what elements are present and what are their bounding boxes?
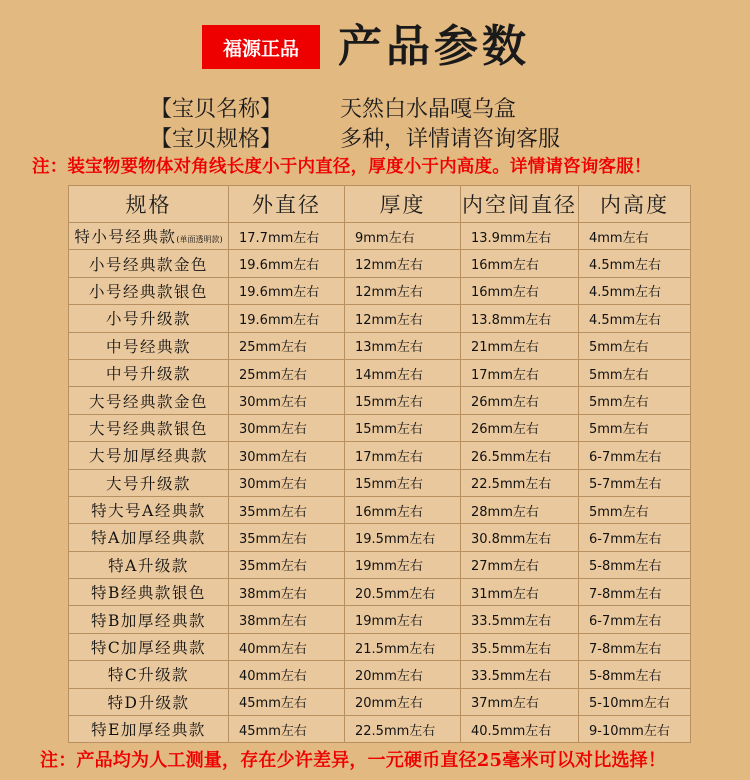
thickness-cell: 16mm左右 (345, 496, 461, 523)
inner-height-cell: 9-10mm左右 (579, 716, 691, 743)
table-row (69, 359, 691, 386)
inner-height-cell: 5-8mm左右 (579, 551, 691, 578)
product-name-row (150, 92, 710, 123)
table-row (69, 606, 691, 633)
inner-height-cell: 6-7mm左右 (579, 606, 691, 633)
header-outer-diameter: 外直径 (229, 186, 345, 223)
table-row (69, 250, 691, 277)
spec-name-cell (69, 469, 229, 496)
outer-diameter-cell: 19.6mm左右 (229, 277, 345, 304)
table-row (69, 277, 691, 304)
outer-diameter-cell: 40mm左右 (229, 633, 345, 660)
outer-diameter-cell: 38mm左右 (229, 606, 345, 633)
outer-diameter-cell: 38mm左右 (229, 579, 345, 606)
brand-badge: 福源正品 (202, 25, 320, 69)
spec-name-cell (69, 579, 229, 606)
inner-diameter-cell: 16mm左右 (461, 277, 579, 304)
table-row (69, 332, 691, 359)
inner-diameter-cell: 13.8mm左右 (461, 305, 579, 332)
spec-table (68, 185, 691, 743)
inner-height-cell: 5mm左右 (579, 414, 691, 441)
inner-diameter-cell: 13.9mm左右 (461, 223, 579, 250)
inner-height-cell: 5-10mm左右 (579, 688, 691, 715)
table-row (69, 469, 691, 496)
page-title: 产品参数 (338, 21, 530, 72)
outer-diameter-cell: 25mm左右 (229, 332, 345, 359)
product-spec-label: 【宝贝规格】 (150, 127, 283, 152)
spec-name: 小号经典款银色 (88, 282, 208, 301)
table-row (69, 442, 691, 469)
spec-name: 特A升级款 (108, 556, 189, 575)
thickness-cell: 12mm左右 (345, 305, 461, 332)
spec-name: 大号加厚经典款 (88, 447, 208, 466)
outer-diameter-cell: 30mm左右 (229, 414, 345, 441)
product-name-label: 【宝贝名称】 (150, 97, 283, 122)
outer-diameter-cell: 19.6mm左右 (229, 250, 345, 277)
table-row (69, 633, 691, 660)
spec-name-cell (69, 606, 229, 633)
thickness-cell: 19.5mm左右 (345, 524, 461, 551)
outer-diameter-cell: 19.6mm左右 (229, 305, 345, 332)
spec-name-cell (69, 414, 229, 441)
spec-name-cell (69, 305, 229, 332)
spec-name: 大号经典款银色 (88, 419, 208, 438)
inner-diameter-cell: 28mm左右 (461, 496, 579, 523)
inner-diameter-cell: 27mm左右 (461, 551, 579, 578)
spec-name-cell (69, 688, 229, 715)
spec-name-cell (69, 250, 229, 277)
spec-name: 特E加厚经典款 (91, 721, 206, 740)
inner-height-cell: 4.5mm左右 (579, 250, 691, 277)
inner-diameter-cell: 37mm左右 (461, 688, 579, 715)
table-row (69, 305, 691, 332)
spec-name: 特B经典款银色 (91, 584, 206, 603)
inner-height-cell: 5mm左右 (579, 387, 691, 414)
spec-name-cell (69, 524, 229, 551)
inner-diameter-cell: 33.5mm左右 (461, 661, 579, 688)
thickness-cell: 20.5mm左右 (345, 579, 461, 606)
table-row (69, 579, 691, 606)
spec-name-cell (69, 277, 229, 304)
spec-name: 小号经典款金色 (88, 255, 208, 274)
outer-diameter-cell: 45mm左右 (229, 688, 345, 715)
inner-height-cell: 5-8mm左右 (579, 661, 691, 688)
table-header-row (69, 186, 691, 223)
spec-name: 特A加厚经典款 (91, 529, 206, 548)
bottom-note: 注：产品均为人工测量，存在少许差异，一元硬币直径25毫米可以对比选择！ (40, 750, 667, 771)
table-row (69, 496, 691, 523)
inner-diameter-cell: 22.5mm左右 (461, 469, 579, 496)
thickness-cell: 19mm左右 (345, 606, 461, 633)
spec-name-cell (69, 661, 229, 688)
table-row (69, 524, 691, 551)
spec-name: 特D升级款 (107, 693, 190, 712)
spec-name: 特C加厚经典款 (90, 639, 207, 658)
inner-height-cell: 5mm左右 (579, 496, 691, 523)
outer-diameter-cell: 30mm左右 (229, 469, 345, 496)
table-row (69, 387, 691, 414)
inner-height-cell: 5-7mm左右 (579, 469, 691, 496)
table-row (69, 414, 691, 441)
inner-height-cell: 4mm左右 (579, 223, 691, 250)
outer-diameter-cell: 25mm左右 (229, 359, 345, 386)
table-row (69, 223, 691, 250)
header-inner-diameter: 内空间直径 (461, 186, 579, 223)
inner-diameter-cell: 26mm左右 (461, 414, 579, 441)
inner-height-cell: 5mm左右 (579, 359, 691, 386)
inner-diameter-cell: 26.5mm左右 (461, 442, 579, 469)
spec-name-cell (69, 496, 229, 523)
thickness-cell: 17mm左右 (345, 442, 461, 469)
spec-name: 大号经典款金色 (88, 392, 208, 411)
thickness-cell: 22.5mm左右 (345, 716, 461, 743)
inner-height-cell: 7-8mm左右 (579, 579, 691, 606)
outer-diameter-cell: 35mm左右 (229, 551, 345, 578)
header-spec: 规格 (69, 186, 229, 223)
outer-diameter-cell: 45mm左右 (229, 716, 345, 743)
thickness-cell: 20mm左右 (345, 688, 461, 715)
inner-diameter-cell: 16mm左右 (461, 250, 579, 277)
thickness-cell: 12mm左右 (345, 250, 461, 277)
inner-height-cell: 6-7mm左右 (579, 524, 691, 551)
spec-name-cell (69, 359, 229, 386)
thickness-cell: 13mm左右 (345, 332, 461, 359)
thickness-cell: 15mm左右 (345, 414, 461, 441)
inner-height-cell: 5mm左右 (579, 332, 691, 359)
inner-diameter-cell: 35.5mm左右 (461, 633, 579, 660)
spec-name: 特大号A经典款 (91, 502, 206, 521)
thickness-cell: 12mm左右 (345, 277, 461, 304)
spec-name-note: (单面透明款) (176, 235, 223, 245)
inner-diameter-cell: 33.5mm左右 (461, 606, 579, 633)
product-spec-row (150, 122, 710, 153)
product-spec-value: 多种，详情请咨询客服 (340, 127, 561, 152)
spec-name: 中号经典款 (105, 337, 191, 356)
spec-name-cell (69, 442, 229, 469)
spec-name: 中号升级款 (105, 365, 191, 384)
top-note: 注：装宝物要物体对角线长度小于内直径，厚度小于内高度。详情请咨询客服！ (32, 157, 652, 177)
inner-diameter-cell: 17mm左右 (461, 359, 579, 386)
table-row (69, 551, 691, 578)
table-row (69, 716, 691, 743)
table-row (69, 661, 691, 688)
inner-height-cell: 7-8mm左右 (579, 633, 691, 660)
thickness-cell: 19mm左右 (345, 551, 461, 578)
spec-name-cell (69, 716, 229, 743)
spec-name-cell (69, 387, 229, 414)
thickness-cell: 21.5mm左右 (345, 633, 461, 660)
spec-name-cell (69, 223, 229, 250)
spec-name-cell (69, 551, 229, 578)
outer-diameter-cell: 35mm左右 (229, 496, 345, 523)
header-thickness: 厚度 (345, 186, 461, 223)
inner-height-cell: 6-7mm左右 (579, 442, 691, 469)
spec-name-cell (69, 633, 229, 660)
inner-diameter-cell: 26mm左右 (461, 387, 579, 414)
spec-name: 特B加厚经典款 (91, 611, 206, 630)
inner-diameter-cell: 30.8mm左右 (461, 524, 579, 551)
header-inner-height: 内高度 (579, 186, 691, 223)
header (0, 0, 750, 90)
thickness-cell: 20mm左右 (345, 661, 461, 688)
inner-diameter-cell: 31mm左右 (461, 579, 579, 606)
thickness-cell: 15mm左右 (345, 387, 461, 414)
spec-name: 小号升级款 (105, 310, 191, 329)
inner-height-cell: 4.5mm左右 (579, 277, 691, 304)
product-name-value: 天然白水晶嘎乌盒 (340, 97, 517, 122)
spec-name: 特C升级款 (107, 666, 190, 685)
outer-diameter-cell: 30mm左右 (229, 442, 345, 469)
thickness-cell: 14mm左右 (345, 359, 461, 386)
inner-diameter-cell: 40.5mm左右 (461, 716, 579, 743)
outer-diameter-cell: 30mm左右 (229, 387, 345, 414)
spec-name: 特小号经典款 (74, 228, 177, 247)
thickness-cell: 15mm左右 (345, 469, 461, 496)
inner-diameter-cell: 21mm左右 (461, 332, 579, 359)
thickness-cell: 9mm左右 (345, 223, 461, 250)
spec-name: 大号升级款 (105, 474, 191, 493)
spec-name-cell (69, 332, 229, 359)
outer-diameter-cell: 35mm左右 (229, 524, 345, 551)
outer-diameter-cell: 17.7mm左右 (229, 223, 345, 250)
inner-height-cell: 4.5mm左右 (579, 305, 691, 332)
table-row (69, 688, 691, 715)
outer-diameter-cell: 40mm左右 (229, 661, 345, 688)
